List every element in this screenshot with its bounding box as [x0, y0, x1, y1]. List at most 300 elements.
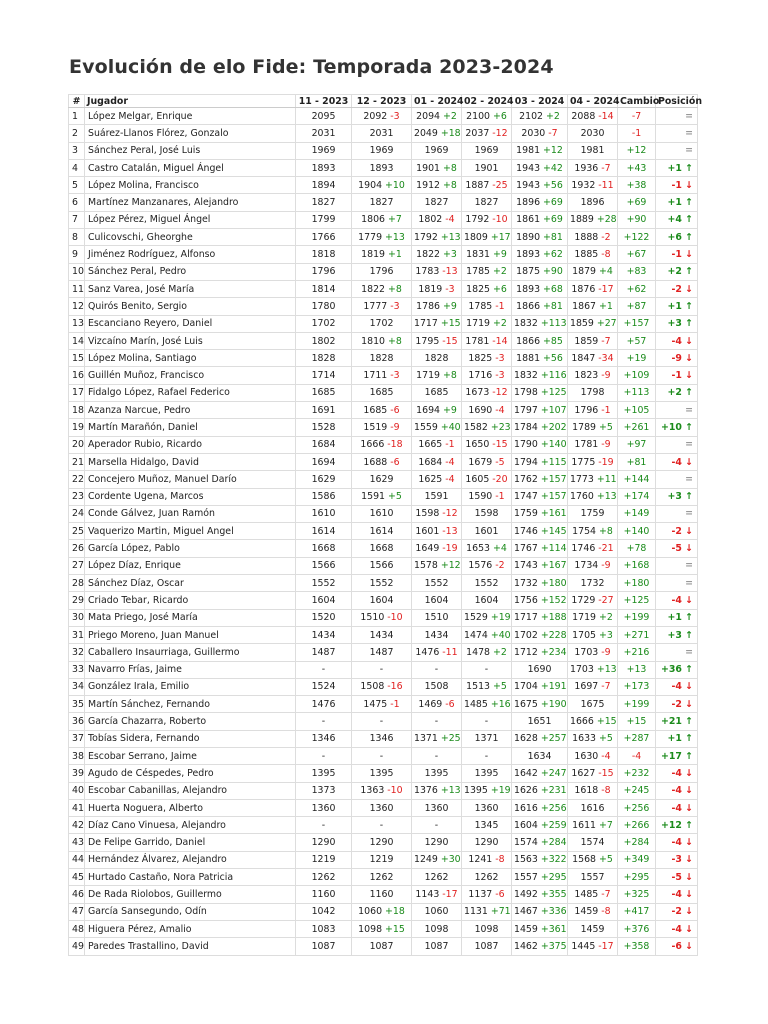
elo-value: - — [434, 819, 439, 831]
elo-2024-03 — [512, 315, 568, 332]
table-row — [69, 142, 698, 159]
table-row — [69, 834, 698, 851]
elo-value: 1552 — [424, 577, 449, 589]
elo-value: 1767 — [514, 543, 538, 555]
elo-delta: +161 — [540, 508, 567, 520]
elo-delta: -15 — [492, 439, 508, 451]
elo-value: 1627 — [571, 767, 596, 779]
elo-delta: +28 — [596, 214, 617, 226]
elo-value: 1866 — [516, 335, 541, 347]
elo-2024-03 — [512, 332, 568, 349]
col-header-2024-04[interactable]: 04 - 2024 — [568, 95, 618, 108]
table-row — [69, 661, 698, 678]
elo-2024-03 — [512, 730, 568, 747]
elo-value: 1894 — [311, 179, 336, 191]
elo-delta: +11 — [596, 473, 617, 485]
player-name: García Chazarra, Roberto — [85, 713, 296, 730]
elo-value: 1590 — [468, 491, 493, 503]
elo-value: 1716 — [468, 370, 493, 382]
elo-delta: +9 — [443, 404, 457, 416]
table-row — [69, 402, 698, 419]
position-change: +12 ↑ — [656, 817, 698, 834]
elo-2023-11 — [296, 644, 352, 661]
elo-value: 1881 — [516, 352, 541, 364]
elo-delta: +7 — [599, 819, 613, 831]
elo-2024-02 — [462, 402, 512, 419]
col-header-2024-03[interactable]: 03 - 2024 — [512, 95, 568, 108]
elo-2024-04 — [568, 488, 618, 505]
position-change: -9 ↓ — [656, 350, 698, 367]
elo-value: 1690 — [527, 664, 552, 676]
row-number: 7 — [69, 211, 85, 228]
elo-2023-11 — [296, 453, 352, 470]
elo-2023-12 — [352, 817, 412, 834]
elo-2023-11 — [296, 177, 352, 194]
position-change: -4 ↓ — [656, 920, 698, 937]
row-number: 21 — [69, 453, 85, 470]
player-name: Tobías Sidera, Fernando — [85, 730, 296, 747]
elo-value: 1702 — [514, 629, 538, 641]
table-row — [69, 488, 698, 505]
elo-change: +173 — [618, 678, 656, 695]
elo-value: 1717 — [414, 318, 438, 330]
elo-value: 1831 — [466, 249, 491, 261]
row-number: 22 — [69, 471, 85, 488]
player-name: García Sansegundo, Odín — [85, 903, 296, 920]
elo-value: 1485 — [574, 889, 599, 900]
elo-change: +245 — [618, 782, 656, 799]
elo-2024-03 — [512, 367, 568, 384]
elo-2024-03 — [512, 229, 568, 246]
elo-delta: -7 — [601, 162, 611, 174]
elo-2024-04 — [568, 626, 618, 643]
table-row — [69, 920, 698, 937]
elo-2023-12 — [352, 678, 412, 695]
elo-value: 1780 — [311, 300, 336, 312]
elo-value: 1524 — [311, 681, 336, 693]
position-change: +1 ↑ — [656, 298, 698, 315]
player-name: Hernández Álvarez, Alejandro — [85, 851, 296, 868]
elo-2024-03 — [512, 626, 568, 643]
elo-delta: +8 — [599, 525, 613, 537]
col-header-number[interactable]: # — [69, 95, 85, 108]
table-row — [69, 159, 698, 176]
elo-value: 1775 — [571, 456, 596, 468]
elo-delta: -6 — [495, 889, 505, 900]
row-number: 5 — [69, 177, 85, 194]
elo-value: 1083 — [311, 923, 336, 935]
elo-2024-04 — [568, 108, 618, 125]
elo-value: 1614 — [311, 525, 336, 537]
col-header-2023-12[interactable]: 12 - 2023 — [352, 95, 412, 108]
elo-2023-11 — [296, 799, 352, 816]
elo-2023-11 — [296, 938, 352, 955]
elo-2024-02 — [462, 332, 512, 349]
col-header-player[interactable]: Jugador — [85, 95, 296, 108]
elo-value: - — [434, 716, 439, 728]
elo-2023-11 — [296, 575, 352, 592]
table-row — [69, 817, 698, 834]
elo-value: 1395 — [311, 767, 336, 779]
elo-value: 1893 — [516, 249, 541, 261]
elo-delta: +256 — [540, 802, 567, 814]
table-row — [69, 678, 698, 695]
elo-value: 1576 — [468, 560, 493, 572]
position-change: +2 ↑ — [656, 384, 698, 401]
position-change: -1 ↓ — [656, 177, 698, 194]
table-row — [69, 315, 698, 332]
elo-value: 1087 — [424, 940, 449, 952]
position-change: = — [656, 436, 698, 453]
elo-2024-02 — [462, 834, 512, 851]
elo-2024-03 — [512, 263, 568, 280]
position-change: +10 ↑ — [656, 419, 698, 436]
player-name: Agudo de Céspedes, Pedro — [85, 765, 296, 782]
elo-change: +125 — [618, 592, 656, 609]
elo-2023-11 — [296, 298, 352, 315]
elo-value: 1434 — [369, 629, 394, 641]
elo-delta: -8 — [601, 785, 611, 797]
elo-2024-03 — [512, 436, 568, 453]
elo-delta: +6 — [493, 283, 507, 295]
elo-2024-02 — [462, 367, 512, 384]
position-change: +3 ↑ — [656, 488, 698, 505]
elo-value: 1131 — [464, 906, 488, 918]
elo-value: 1712 — [514, 646, 538, 658]
elo-value: 1747 — [514, 491, 538, 503]
elo-2023-11 — [296, 246, 352, 263]
elo-2023-12 — [352, 488, 412, 505]
elo-value: 1634 — [527, 750, 552, 762]
elo-2024-02 — [462, 782, 512, 799]
elo-change: +358 — [618, 938, 656, 955]
elo-value: 1785 — [468, 300, 493, 312]
elo-value: 1729 — [571, 594, 596, 606]
elo-delta: +157 — [540, 491, 567, 503]
elo-2024-02 — [462, 817, 512, 834]
elo-2024-01 — [412, 471, 462, 488]
elo-value: 1666 — [360, 439, 385, 451]
elo-change: +216 — [618, 644, 656, 661]
elo-delta: -4 — [601, 750, 611, 762]
elo-2024-04 — [568, 419, 618, 436]
position-change: +17 ↑ — [656, 747, 698, 764]
elo-delta: +140 — [540, 439, 567, 451]
elo-value: 1574 — [580, 837, 605, 849]
elo-change: +376 — [618, 920, 656, 937]
elo-delta: -12 — [492, 127, 508, 139]
row-number: 23 — [69, 488, 85, 505]
elo-value: 1746 — [571, 543, 596, 555]
elo-change: +144 — [618, 471, 656, 488]
elo-value: 2031 — [311, 127, 336, 139]
elo-2024-04 — [568, 938, 618, 955]
elo-value: 1360 — [474, 802, 499, 814]
elo-value: 1981 — [580, 145, 605, 157]
elo-value: 1685 — [311, 387, 336, 399]
elo-delta: -11 — [598, 179, 614, 191]
player-name: López Molina, Santiago — [85, 350, 296, 367]
elo-2023-12 — [352, 194, 412, 211]
elo-value: 1893 — [369, 162, 394, 174]
elo-change: +78 — [618, 540, 656, 557]
elo-delta: -19 — [598, 456, 614, 468]
elo-value: 1625 — [418, 473, 443, 485]
elo-value: 1685 — [424, 387, 449, 399]
player-name: Martín Sánchez, Fernando — [85, 696, 296, 713]
elo-value: 1798 — [580, 387, 605, 399]
elo-2024-04 — [568, 557, 618, 574]
elo-delta: -9 — [601, 646, 611, 658]
elo-value: - — [321, 716, 326, 728]
elo-change: +140 — [618, 523, 656, 540]
elo-delta: -10 — [492, 214, 508, 226]
elo-2023-12 — [352, 211, 412, 228]
elo-delta: +116 — [540, 370, 567, 382]
elo-2023-11 — [296, 211, 352, 228]
elo-value: - — [484, 716, 489, 728]
elo-value: 1969 — [474, 145, 499, 157]
elo-2024-02 — [462, 886, 512, 903]
table-row — [69, 108, 698, 125]
elo-value: 1487 — [311, 646, 336, 658]
elo-2023-12 — [352, 505, 412, 522]
elo-value: 1703 — [574, 646, 599, 658]
elo-delta: -27 — [598, 594, 614, 606]
elo-value: 1867 — [572, 300, 597, 312]
elo-delta: -3 — [495, 352, 505, 364]
elo-delta: +8 — [388, 335, 402, 347]
player-name: Escobar Cabanillas, Alejandro — [85, 782, 296, 799]
player-name: Paredes Trastallino, David — [85, 938, 296, 955]
elo-value: 1373 — [311, 785, 336, 797]
elo-delta: +81 — [543, 231, 563, 243]
elo-2023-11 — [296, 315, 352, 332]
position-change: -4 ↓ — [656, 678, 698, 695]
elo-2024-03 — [512, 211, 568, 228]
position-change: +21 ↑ — [656, 713, 698, 730]
elo-value: 1474 — [464, 629, 488, 641]
elo-value: 1578 — [414, 560, 438, 572]
elo-delta: -17 — [598, 940, 614, 952]
elo-value: 1476 — [415, 646, 440, 658]
col-header-2024-01[interactable]: 01 - 2024 — [412, 95, 462, 108]
elo-delta: -14 — [598, 110, 614, 122]
position-change: +3 ↑ — [656, 315, 698, 332]
elo-2023-12 — [352, 523, 412, 540]
elo-delta: -7 — [601, 889, 611, 900]
elo-delta: +10 — [385, 179, 405, 191]
elo-delta: -11 — [442, 646, 458, 658]
col-header-2023-11[interactable]: 11 - 2023 — [296, 95, 352, 108]
elo-value: 1467 — [514, 906, 538, 918]
elo-2023-12 — [352, 903, 412, 920]
position-change: = — [656, 471, 698, 488]
elo-value: 1685 — [363, 404, 388, 416]
elo-value: 1469 — [418, 698, 443, 710]
elo-delta: -7 — [601, 335, 611, 347]
position-change: +1 ↑ — [656, 730, 698, 747]
elo-2023-12 — [352, 609, 412, 626]
elo-2024-02 — [462, 246, 512, 263]
elo-2024-01 — [412, 765, 462, 782]
elo-2024-02 — [462, 471, 512, 488]
player-name: Higuera Pérez, Amalio — [85, 920, 296, 937]
elo-delta: +42 — [543, 162, 563, 174]
table-row — [69, 350, 698, 367]
elo-change: +266 — [618, 817, 656, 834]
elo-value: 1825 — [468, 352, 493, 364]
elo-value: 1376 — [414, 785, 438, 797]
elo-2024-03 — [512, 108, 568, 125]
elo-delta: +68 — [543, 283, 563, 295]
elo-value: 1395 — [424, 767, 449, 779]
elo-2024-02 — [462, 436, 512, 453]
elo-value: 1799 — [311, 214, 336, 226]
elo-value: 1795 — [415, 335, 440, 347]
elo-2024-02 — [462, 419, 512, 436]
elo-value: 1847 — [571, 352, 596, 364]
elo-value: 1823 — [574, 370, 599, 382]
elo-value: 2092 — [363, 110, 388, 122]
elo-2024-02 — [462, 609, 512, 626]
elo-2024-04 — [568, 523, 618, 540]
elo-2023-11 — [296, 886, 352, 903]
elo-2024-04 — [568, 834, 618, 851]
player-name: Díaz Cano Vinuesa, Alejandro — [85, 817, 296, 834]
table-row — [69, 453, 698, 470]
table-row — [69, 557, 698, 574]
position-change: = — [656, 402, 698, 419]
elo-2024-03 — [512, 575, 568, 592]
elo-2023-12 — [352, 246, 412, 263]
elo-value: 1790 — [514, 439, 538, 451]
elo-value: - — [321, 664, 326, 676]
position-change: -5 ↓ — [656, 540, 698, 557]
table-row — [69, 263, 698, 280]
elo-2024-04 — [568, 782, 618, 799]
elo-2023-12 — [352, 938, 412, 955]
elo-delta: +257 — [540, 733, 567, 745]
elo-delta: +188 — [540, 612, 567, 624]
elo-value: 1675 — [580, 698, 605, 710]
elo-delta: -4 — [495, 404, 505, 416]
elo-delta: +30 — [440, 854, 461, 866]
elo-delta: +190 — [540, 698, 567, 710]
elo-2024-04 — [568, 592, 618, 609]
elo-delta: +56 — [543, 179, 563, 191]
elo-value: 1714 — [311, 370, 336, 382]
elo-2023-12 — [352, 298, 412, 315]
elo-value: 1650 — [465, 439, 490, 451]
elo-2024-02 — [462, 938, 512, 955]
elo-value: 1756 — [514, 594, 538, 606]
elo-value: 1896 — [516, 197, 541, 209]
elo-value: 1459 — [574, 906, 599, 918]
elo-2023-11 — [296, 159, 352, 176]
elo-value: 1653 — [466, 543, 491, 555]
elo-2023-11 — [296, 505, 352, 522]
elo-2023-11 — [296, 678, 352, 695]
elo-change: +174 — [618, 488, 656, 505]
table-row — [69, 644, 698, 661]
elo-2023-11 — [296, 384, 352, 401]
elo-value: 1781 — [465, 335, 490, 347]
elo-2024-01 — [412, 886, 462, 903]
elo-value: 1684 — [418, 456, 443, 468]
elo-delta: -1 — [495, 491, 505, 503]
elo-delta: -34 — [598, 352, 614, 364]
col-header-position[interactable]: Posición — [656, 95, 698, 108]
elo-value: 1513 — [466, 681, 491, 693]
elo-2024-02 — [462, 159, 512, 176]
col-header-change[interactable]: Cambio — [618, 95, 656, 108]
col-header-2024-02[interactable]: 02 - 2024 — [462, 95, 512, 108]
player-name: Quirós Benito, Sergio — [85, 298, 296, 315]
elo-2024-02 — [462, 280, 512, 297]
elo-delta: +9 — [443, 300, 457, 312]
elo-delta: -13 — [442, 525, 458, 537]
elo-delta: -12 — [492, 387, 508, 399]
elo-value: 1557 — [514, 871, 538, 883]
elo-value: 1697 — [574, 681, 599, 693]
elo-2024-01 — [412, 626, 462, 643]
elo-value: 1601 — [474, 525, 499, 537]
table-row — [69, 280, 698, 297]
elo-2024-04 — [568, 730, 618, 747]
elo-value: 1825 — [466, 283, 491, 295]
elo-change: +15 — [618, 713, 656, 730]
elo-delta: -4 — [445, 473, 455, 485]
elo-value: 1809 — [464, 231, 488, 243]
elo-delta: +2 — [443, 110, 457, 122]
elo-2023-11 — [296, 626, 352, 643]
elo-change: +256 — [618, 799, 656, 816]
elo-delta: -5 — [495, 456, 505, 468]
elo-2023-11 — [296, 661, 352, 678]
elo-2024-01 — [412, 177, 462, 194]
elo-2023-12 — [352, 453, 412, 470]
row-number: 20 — [69, 436, 85, 453]
elo-value: 1792 — [414, 231, 438, 243]
elo-value: 1605 — [465, 473, 490, 485]
elo-delta: +15 — [596, 716, 617, 728]
elo-value: 1629 — [311, 473, 336, 485]
player-name: Sánchez Peral, José Luis — [85, 142, 296, 159]
elo-change: +19 — [618, 350, 656, 367]
elo-2023-11 — [296, 903, 352, 920]
elo-2024-02 — [462, 644, 512, 661]
elo-value: 1668 — [369, 543, 394, 555]
row-number: 6 — [69, 194, 85, 211]
elo-2024-01 — [412, 246, 462, 263]
position-change: +1 ↑ — [656, 609, 698, 626]
elo-value: 1649 — [415, 543, 440, 555]
elo-delta: -15 — [442, 335, 458, 347]
row-number: 28 — [69, 575, 85, 592]
elo-value: 1160 — [311, 889, 336, 900]
elo-2024-04 — [568, 315, 618, 332]
elo-2023-12 — [352, 696, 412, 713]
elo-value: 1673 — [465, 387, 490, 399]
position-change: -4 ↓ — [656, 332, 698, 349]
row-number: 26 — [69, 540, 85, 557]
elo-value: 1717 — [514, 612, 538, 624]
table-row — [69, 505, 698, 522]
position-change: +1 ↑ — [656, 159, 698, 176]
elo-value: 1519 — [363, 421, 388, 433]
row-number: 34 — [69, 678, 85, 695]
